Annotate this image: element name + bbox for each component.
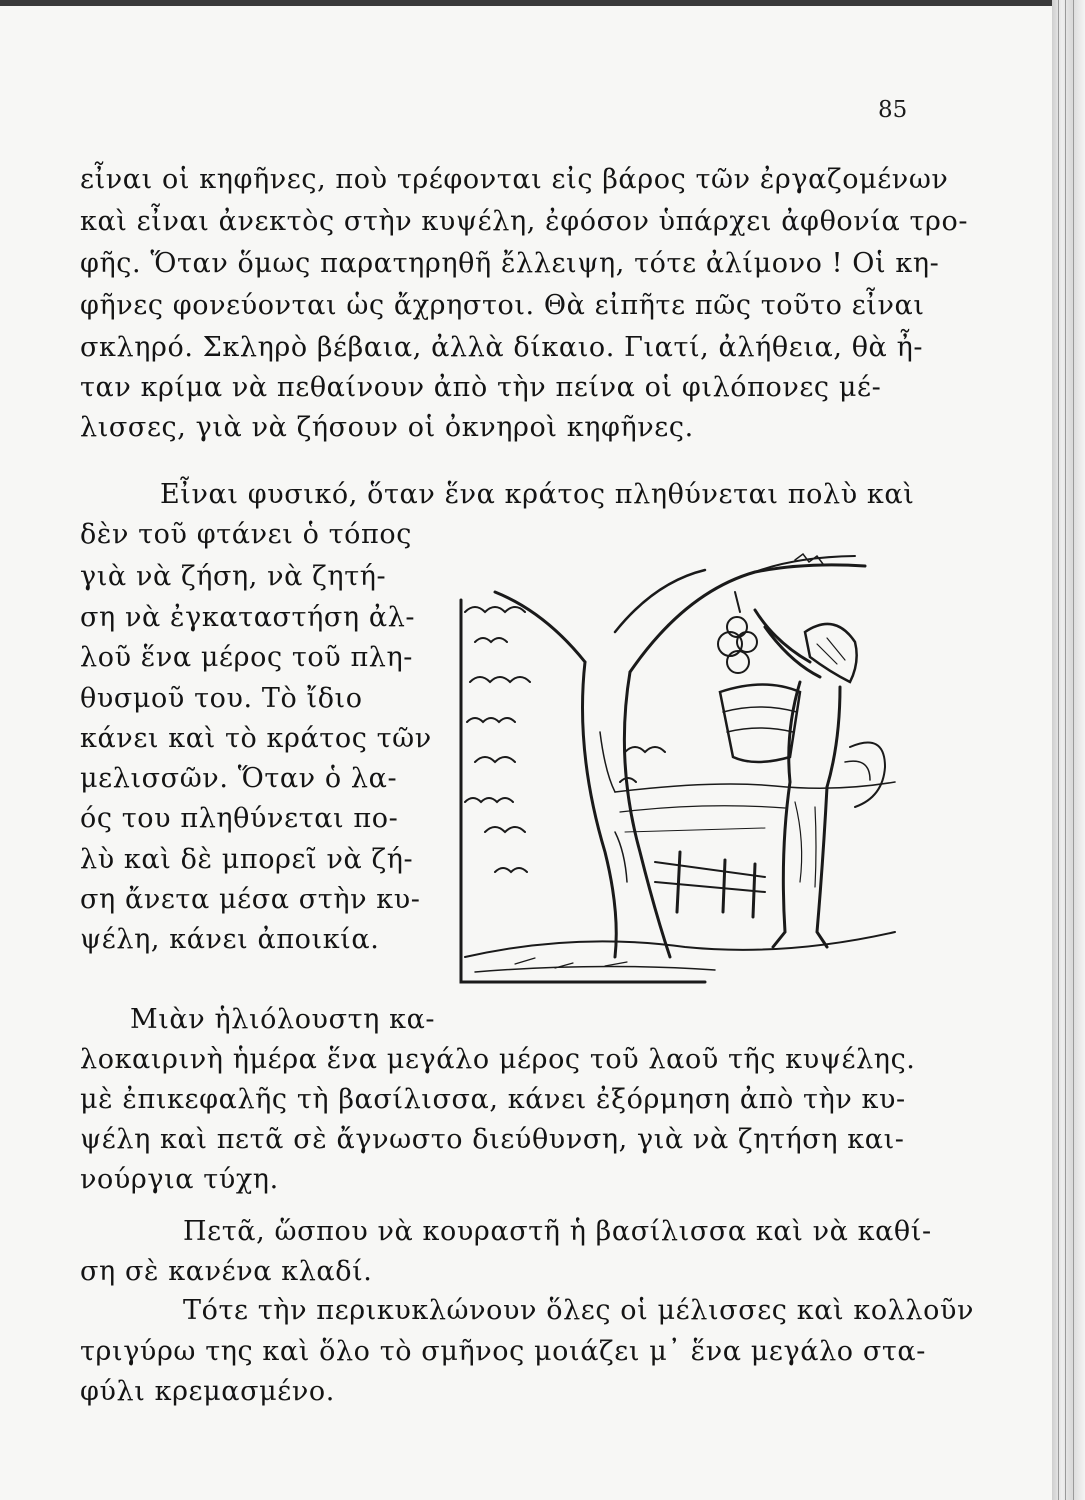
text-line: καὶ εἶναι ἀνεκτὸς στὴν κυψέλη, ἐφόσον ὑπάρχει ἀφθονία τρο- [80,206,969,237]
text-line: φῆς. Ὅταν ὅμως παρατηρηθῆ ἔλλειψη, τότε ἀλίμονο ! Οἱ κη- [80,248,940,279]
text-line: ση σὲ κανένα κλαδί. [80,1256,373,1287]
text-line: Μιὰν ἡλιόλουστη κα- [130,1004,436,1035]
text-line: εἶναι οἱ κηφῆνες, ποὺ τρέφονται εἰς βάρος τῶν ἐργαζομένων [80,164,949,195]
text-line: λοκαιρινὴ ἡμέρα ἕνα μεγάλο μέρος τοῦ λαοῦ τῆς κυψέλης. [80,1044,916,1075]
text-line: ψέλη, κάνει ἀποικία. [80,924,380,955]
text-line: ση νὰ ἐγκαταστήση ἀλ- [80,602,416,633]
text-line: Εἶναι φυσικό, ὅταν ἕνα κράτος πληθύνεται πολὺ καὶ [160,479,915,510]
text-line: φύλι κρεμασμένο. [80,1376,335,1407]
text-line: τριγύρω της καὶ ὅλο τὸ σμῆνος μοιάζει μ᾿ ἕνα μεγάλο στα- [80,1336,926,1367]
text-line: μὲ ἐπικεφαλῆς τὴ βασίλισσα, κάνει ἐξόρμηση ἀπὸ τὴν κυ- [80,1084,906,1115]
text-line: κάνει καὶ τὸ κράτος τῶν [80,723,432,754]
beekeeper-illustration [455,552,900,992]
text-line: Τότε τὴν περικυκλώνουν ὅλες οἱ μέλισσες καὶ κολλοῦν [183,1295,975,1326]
page-edge-line [1073,0,1074,1500]
text-line: σκληρό. Σκληρὸ βέβαια, ἀλλὰ δίκαιο. Γιατί, ἀλήθεια, θὰ ἦ- [80,332,924,363]
text-line: λοῦ ἕνα μέρος τοῦ πλη- [80,642,413,673]
text-line: γιὰ νὰ ζήση, νὰ ζητή- [80,561,387,592]
text-line: φῆνες φονεύονται ὡς ἄχρηστοι. Θὰ εἰπῆτε πῶς τοῦτο εἶναι [80,290,925,321]
text-line: ση ἄνετα μέσα στὴν κυ- [80,884,421,915]
text-line: λισσες, γιὰ νὰ ζήσουν οἱ ὀκνηροὶ κηφῆνες. [80,412,694,443]
text-line: ός του πληθύνεται πο- [80,803,399,834]
text-line: ψέλη καὶ πετᾶ σὲ ἄγνωστο διεύθυνση, γιὰ νὰ ζητήση και- [80,1124,905,1155]
text-line: μελισσῶν. Ὅταν ὁ λα- [80,763,398,794]
text-line: λὺ καὶ δὲ μπορεῖ νὰ ζή- [80,844,414,875]
text-line: Πετᾶ, ὥσπου νὰ κουραστῆ ἡ βασίλισσα καὶ νὰ καθί- [183,1216,932,1247]
page-edge-line [1058,0,1059,1500]
text-line: ταν κρίμα νὰ πεθαίνουν ἀπὸ τὴν πείνα οἱ φιλόπονες μέ- [80,372,882,403]
text-line: δὲν τοῦ φτάνει ὁ τόπος [80,519,412,550]
text-line: νούργια τύχη. [80,1164,279,1195]
page-edge [1052,0,1085,1500]
page-edge-line [1065,0,1066,1500]
text-line: θυσμοῦ του. Τὸ ἴδιο [80,683,363,714]
page-number: 85 [878,97,908,123]
